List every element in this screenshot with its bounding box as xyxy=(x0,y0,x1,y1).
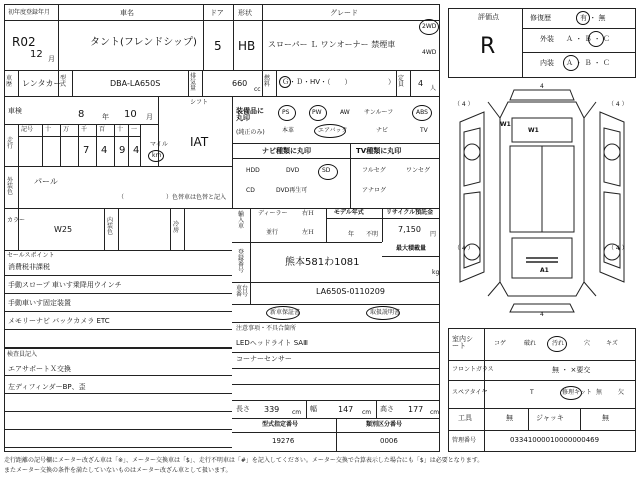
length-unit: cm xyxy=(292,409,302,416)
height-label: 高さ xyxy=(380,405,394,413)
reg-year-label: 初年度登録年月 xyxy=(8,9,51,16)
seat-option: キズ xyxy=(606,340,618,347)
score-value: R xyxy=(480,34,496,59)
divider xyxy=(522,8,523,78)
divider xyxy=(4,70,440,71)
damage-mark-a1: A1 xyxy=(540,267,549,274)
divider xyxy=(188,70,189,96)
divider xyxy=(202,70,203,96)
class-value: 0006 xyxy=(380,437,398,445)
model-label: 型式 xyxy=(60,75,67,88)
type-no-value: 19276 xyxy=(272,437,295,445)
aircon-label: 冷房 xyxy=(173,221,180,234)
navi-label: ナビ種類に丸印 xyxy=(262,147,311,155)
diag-rear-count: 4 xyxy=(540,311,544,318)
tv-item: アナログ xyxy=(362,187,387,194)
divider xyxy=(233,4,234,70)
inspection-month-unit: 月 xyxy=(146,113,153,121)
model-year-label: モデル年式 xyxy=(334,209,364,216)
divider xyxy=(232,242,382,243)
divider xyxy=(184,208,185,250)
model-value: DBA-LA650S xyxy=(110,79,161,88)
jack-label: ジャッキ xyxy=(536,414,564,422)
divider xyxy=(4,447,232,448)
mileage-unit-top: マイル xyxy=(150,141,168,148)
repair-label: 修復歴 xyxy=(530,14,551,22)
height-unit: cm xyxy=(430,409,440,416)
int-color-label: 内装色 xyxy=(107,217,114,236)
inspector-label: 検査員記入 xyxy=(7,351,38,358)
divider xyxy=(128,124,129,166)
notes-label: 注意事項・不具合箇所 xyxy=(236,325,297,332)
car-diagram xyxy=(448,82,636,320)
divider xyxy=(232,96,233,208)
spare-option: 欠 xyxy=(618,389,625,396)
divider xyxy=(262,4,263,70)
recycle-unit: 円 xyxy=(430,231,437,238)
divider xyxy=(522,28,636,29)
divider xyxy=(4,329,232,330)
divider xyxy=(118,208,119,250)
ext-value: Ａ ・ Ｂ ・ Ｃ xyxy=(566,35,610,43)
mileage-digit-header: 十 xyxy=(45,126,52,133)
note-item: コーナーセンサー xyxy=(236,355,292,363)
import-dealer: ディーラー xyxy=(258,210,288,217)
tools-label: 工具 xyxy=(458,414,472,422)
divider xyxy=(410,70,411,96)
divider xyxy=(4,411,232,412)
airbag-circle xyxy=(314,124,346,138)
repair-circle xyxy=(576,11,590,25)
seat-option: コゲ xyxy=(494,340,507,347)
divider xyxy=(232,368,440,369)
drive-4wd: 4WD xyxy=(422,49,437,56)
spare-option: 無 xyxy=(596,389,603,396)
type-no-label: 型式指定番号 xyxy=(262,421,299,428)
mileage-digit-header: 千 xyxy=(81,126,88,133)
divider xyxy=(232,384,440,385)
divider xyxy=(18,124,19,166)
fuel-options: Ｇ・Ｄ・HV・（ ） xyxy=(282,78,352,86)
width-unit: cm xyxy=(362,409,372,416)
recycle-label: リサイクル預託金 xyxy=(386,209,434,216)
load-label: 最大積載量 xyxy=(396,245,427,252)
equip-item: ABS xyxy=(416,109,428,116)
grade-label: グレード xyxy=(330,9,358,17)
sales-point-item: 手動スロープ 車いす乗降用ウインチ xyxy=(8,281,122,289)
divider xyxy=(140,124,141,166)
jack-value: 無 xyxy=(602,414,609,422)
spare-option: T xyxy=(530,389,534,396)
seat-option: 穴 xyxy=(584,340,591,347)
seat-option: 汚れ xyxy=(552,340,565,347)
mileage-digit: 9 xyxy=(119,145,126,156)
fuel-close: ） xyxy=(388,78,395,86)
mgmt-label: 管理番号 xyxy=(452,437,477,444)
divider xyxy=(232,282,440,283)
equip-label: 装備品に丸印 xyxy=(236,107,264,122)
grade-value: スローパー Ｌ ワンオーナー 禁煙車 xyxy=(268,40,396,49)
cap-label: 定員 xyxy=(398,75,405,88)
cap-value: 4 xyxy=(418,79,424,88)
divider xyxy=(522,52,636,53)
reg-year-value: R02 xyxy=(12,35,36,49)
int-value: Ａ ・ Ｂ ・ Ｃ xyxy=(566,59,610,67)
color-code-label: カラー xyxy=(7,217,26,224)
divider xyxy=(170,208,171,250)
footer-note-1: 走行距離の記号欄にメーター改ざん車は「※」、メーター交換車は「$」、走行不明車は「#」を記入してください。メーター交換で合算表示した場合にも「$」は必要となります。 xyxy=(4,457,484,464)
divider xyxy=(232,143,440,144)
import-rh: 右Ｈ xyxy=(302,210,315,217)
damage-mark-w1-left: W1 xyxy=(500,121,511,128)
pw-circle xyxy=(309,105,327,121)
divider xyxy=(262,70,263,96)
divider xyxy=(60,124,61,166)
damage-mark-w1-center: W1 xyxy=(528,127,539,134)
tv-label: TV種類に丸印 xyxy=(356,147,402,155)
divider xyxy=(232,158,440,159)
equip-sub: (純正のみ) xyxy=(236,129,265,136)
color-code-value: W25 xyxy=(54,225,73,234)
tools-value: 無 xyxy=(506,414,513,422)
chassis-label: 車台番号 xyxy=(236,285,249,298)
new-car-warranty: 新車保証書 xyxy=(270,309,301,316)
stain-circle xyxy=(547,336,567,352)
divider xyxy=(203,4,204,70)
divider xyxy=(4,429,232,430)
cap-unit: 人 xyxy=(430,85,437,92)
equip-item: エアバック xyxy=(318,127,348,134)
mileage-digit-header: 百 xyxy=(99,126,106,133)
divider xyxy=(96,124,97,166)
divider xyxy=(276,70,277,96)
disp-value: 660 xyxy=(232,79,248,88)
shape-value: HB xyxy=(238,39,256,53)
sales-point-item: 手動車いす固定装置 xyxy=(8,299,71,307)
car-name-value: タント(フレンドシップ) xyxy=(90,37,197,48)
mileage-unit: km xyxy=(152,152,162,159)
car-diagram-svg xyxy=(448,82,636,320)
inspection-year: 8 xyxy=(78,109,85,120)
shift-label: シフト xyxy=(190,99,209,106)
recycle-value: 7,150 xyxy=(398,225,421,234)
divider xyxy=(114,124,115,166)
mgmt-value: 03341000010000000469 xyxy=(510,436,600,444)
mileage-label: 走行 xyxy=(7,137,14,150)
tv-item: ワンセグ xyxy=(406,167,431,174)
ext-circle xyxy=(588,31,604,47)
usage-value: レンタカー xyxy=(22,79,62,88)
divider xyxy=(18,70,19,96)
diag-paren-right: （ 4 ） xyxy=(608,101,628,108)
divider xyxy=(232,432,440,433)
length-value: 339 xyxy=(264,405,280,414)
import-label: 輸入車 xyxy=(238,211,245,230)
disp-unit: cc xyxy=(254,86,261,93)
equip-item: PS xyxy=(282,109,290,116)
equip-item: AW xyxy=(340,109,350,116)
divider xyxy=(448,430,636,431)
divider xyxy=(4,393,232,394)
reg-month-value: 12 xyxy=(30,49,43,60)
divider xyxy=(232,304,440,305)
equip-item: PW xyxy=(312,109,322,116)
color-label: 外装色 xyxy=(7,177,14,196)
inspector-item: エアサポートＸ交換 xyxy=(8,365,71,373)
diag-paren-bottom-left: （ 4 ） xyxy=(454,245,474,252)
navi-item: DVD再生可 xyxy=(276,187,308,194)
divider xyxy=(18,166,19,250)
divider xyxy=(382,256,440,257)
model-year-unknown: 不明 xyxy=(366,231,379,238)
inspector-item: 左ディフィンダーBP、歪 xyxy=(8,383,86,391)
shape-label: 形状 xyxy=(238,9,252,17)
divider xyxy=(104,208,105,250)
inspection-label: 車検 xyxy=(8,107,22,115)
divider xyxy=(232,352,440,353)
navi-item: DVD xyxy=(286,167,300,174)
divider xyxy=(250,208,251,242)
divider xyxy=(4,348,232,349)
equip-item: ナビ xyxy=(376,127,389,134)
abs-circle xyxy=(412,105,432,121)
divider xyxy=(4,96,440,97)
mileage-digit-header: 一 xyxy=(131,126,138,133)
mileage-digit: 7 xyxy=(83,145,90,156)
glass-opts: 無 ・ ×要交 xyxy=(552,366,591,374)
navi-item: CD xyxy=(246,187,255,194)
navi-item: HDD xyxy=(246,167,260,174)
diag-paren-left: （ 4 ） xyxy=(454,101,474,108)
diag-front-count: 4 xyxy=(540,83,544,90)
color-note: （ ）色替車は色替と記入 xyxy=(118,194,227,201)
divider xyxy=(250,242,251,304)
usage-label: 車歴 xyxy=(6,75,13,88)
seat-option: 破れ xyxy=(524,340,537,347)
divider xyxy=(4,166,232,167)
int-label: 内装 xyxy=(540,59,554,67)
load-unit: kg xyxy=(432,269,440,276)
mileage-digit-header: 万 xyxy=(63,126,70,133)
divider xyxy=(4,375,232,376)
equip-item: サンルーフ xyxy=(364,109,394,116)
divider xyxy=(78,124,79,166)
divider xyxy=(306,400,307,418)
divider xyxy=(448,380,636,381)
seat-label: 室内シート xyxy=(452,335,473,350)
manual-label: 取扱説明書 xyxy=(370,309,401,316)
import-lh: 左Ｈ xyxy=(302,229,315,236)
diag-paren-bottom-right: （ 4 ） xyxy=(608,245,628,252)
divider xyxy=(376,400,377,418)
divider xyxy=(326,218,440,219)
divider xyxy=(528,408,529,430)
width-value: 147 xyxy=(338,405,354,414)
fuel-label: 燃料 xyxy=(264,75,271,88)
divider xyxy=(580,408,581,430)
chassis-value: LA650S-0110209 xyxy=(316,287,385,296)
sales-point-item: 消費税非課税 xyxy=(8,263,50,271)
sales-point-item: メモリーナビ バックカメラ ETC xyxy=(8,317,110,325)
mileage-digit: 4 xyxy=(133,145,140,156)
door-label: ドア xyxy=(210,9,224,17)
divider xyxy=(448,408,636,409)
divider xyxy=(350,143,351,208)
divider xyxy=(72,70,73,96)
equip-item: 本革 xyxy=(282,127,295,134)
door-value: 5 xyxy=(214,39,222,53)
divider xyxy=(4,124,158,125)
footer-note-2: またメーター交換の条件を満たしていないものはメーター改ざん車として扱います。 xyxy=(4,467,232,474)
glass-label: フロントガラス xyxy=(452,366,494,373)
plate-value: 熊本581わ1081 xyxy=(285,257,360,268)
tv-item: フルセグ xyxy=(362,167,386,174)
divider xyxy=(4,311,232,312)
sales-points-label: セールスポイント xyxy=(7,252,55,259)
mileage-digit: 4 xyxy=(101,145,108,156)
divider xyxy=(232,322,440,323)
divider xyxy=(232,400,440,401)
length-label: 長さ xyxy=(236,405,250,413)
ext-label: 外装 xyxy=(540,35,554,43)
import-parallel: 並行 xyxy=(266,229,279,236)
car-name-label: 車名 xyxy=(120,9,134,17)
disp-label: 排気量 xyxy=(190,73,197,92)
mileage-digit-header: 記号 xyxy=(21,126,34,133)
spare-option: 修理キット xyxy=(562,389,592,396)
repair-kit-circle xyxy=(560,386,582,400)
repair-value: 有 ・ 無 xyxy=(580,14,606,22)
divider xyxy=(4,20,440,21)
shift-value: IAT xyxy=(190,135,209,149)
divider xyxy=(326,208,327,242)
divider xyxy=(4,275,232,276)
int-circle xyxy=(563,55,579,71)
divider xyxy=(396,70,397,96)
note-item: LEDヘッドライト SAⅢ xyxy=(236,339,308,347)
divider xyxy=(4,250,232,251)
divider xyxy=(42,124,43,166)
height-value: 177 xyxy=(408,405,424,414)
ps-circle xyxy=(278,105,296,121)
inspection-year-unit: 年 xyxy=(102,113,109,121)
reg-month-unit: 月 xyxy=(48,55,55,63)
divider xyxy=(18,136,140,137)
score-label: 評価点 xyxy=(478,13,499,21)
equip-item: TV xyxy=(420,127,428,134)
divider xyxy=(336,418,337,452)
model-year-unit: 年 xyxy=(348,231,355,238)
spare-label: スペアタイヤ xyxy=(452,389,488,396)
inspection-month: 10 xyxy=(124,109,137,120)
divider xyxy=(58,4,59,70)
mileage-digit-header: 十 xyxy=(117,126,124,133)
color-value: パール xyxy=(34,177,58,186)
divider xyxy=(4,293,232,294)
width-label: 幅 xyxy=(310,405,317,413)
drive-2wd: 2WD xyxy=(422,23,437,30)
divider xyxy=(382,208,383,242)
divider xyxy=(448,360,636,361)
plate-label: 登録番号 xyxy=(238,249,245,274)
class-label: 類別区分番号 xyxy=(366,421,403,428)
sd-circle xyxy=(318,164,338,180)
navi-item: SD xyxy=(322,167,331,174)
